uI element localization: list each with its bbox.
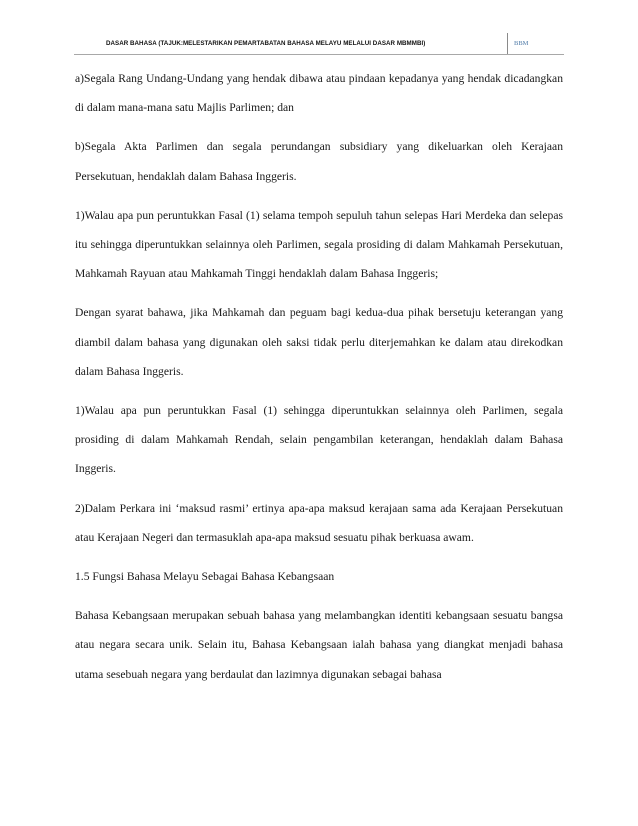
paragraph-clause-2-official-purpose: 2)Dalam Perkara ini ‘maksud rasmi’ ertinya apa-apa maksud kerajaan sama ada Kerajaan Persekutuan atau Kerajaan Negeri dan termasuklah apa-apa maksud sesuatu pihak berkuasa awam. [75,501,563,544]
paragraph-b: b)Segala Akta Parlimen dan segala perundangan subsidiary yang dikeluarkan oleh Kerajaan Persekutuan, hendaklah dalam Bahasa Inggeris. [75,140,563,183]
paragraph-clause-1-high-court: 1)Walau apa pun peruntukkan Fasal (1) selama tempoh sepuluh tahun selepas Hari Merdeka dan selepas itu sehingga diperuntukkan selainnya oleh Parlimen, segala prosiding di dalam Mahkamah Persekutuan, Mahkamah Rayuan atau Mahkamah Tinggi hendaklah dalam Bahasa Inggeris; [75,208,563,281]
document-body [75,64,563,699]
paragraph-national-language: Bahasa Kebangsaan merupakan sebuah bahasa yang melambangkan identiti kebangsaan sesuatu bangsa atau negara secara unik. Selain itu, Bahasa Kebangsaan ialah bahasa yang diangkat menjadi bahasa utama sesebuah negara yang berdaulat dan lazimnya digunakan sebagai bahasa [75,609,563,681]
paragraph-clause-1-lower-court: 1)Walau apa pun peruntukkan Fasal (1) sehingga diperuntukkan selainnya oleh Parlimen, segala prosiding di dalam Mahkamah Rendah, selain pengambilan keterangan, hendaklah dalam Bahasa Inggeris. [75,404,563,476]
header-tag: BBM [514,40,529,47]
header-divider [507,33,508,54]
section-heading: 1.5 Fungsi Bahasa Melayu Sebagai Bahasa Kebangsaan [75,570,335,584]
paragraph-a: a)Segala Rang Undang-Undang yang hendak dibawa atau pindaan kepadanya yang hendak dicadangkan di dalam mana-mana satu Majlis Parlimen; dan [75,72,563,115]
header-rule [74,54,564,55]
paragraph-proviso: Dengan syarat bahawa, jika Mahkamah dan peguam bagi kedua-dua pihak bersetuju keterangan yang diambil dalam bahasa yang digunakan oleh saksi tidak perlu diterjemahkan ke dalam atau direkodkan dalam Bahasa Inggeris. [75,306,563,378]
header-title: DASAR BAHASA (TAJUK:MELESTARIKAN PEMARTABATAN BAHASA MELAYU MELALUI DASAR MBMMBI) [106,40,426,47]
page-header [0,0,638,58]
